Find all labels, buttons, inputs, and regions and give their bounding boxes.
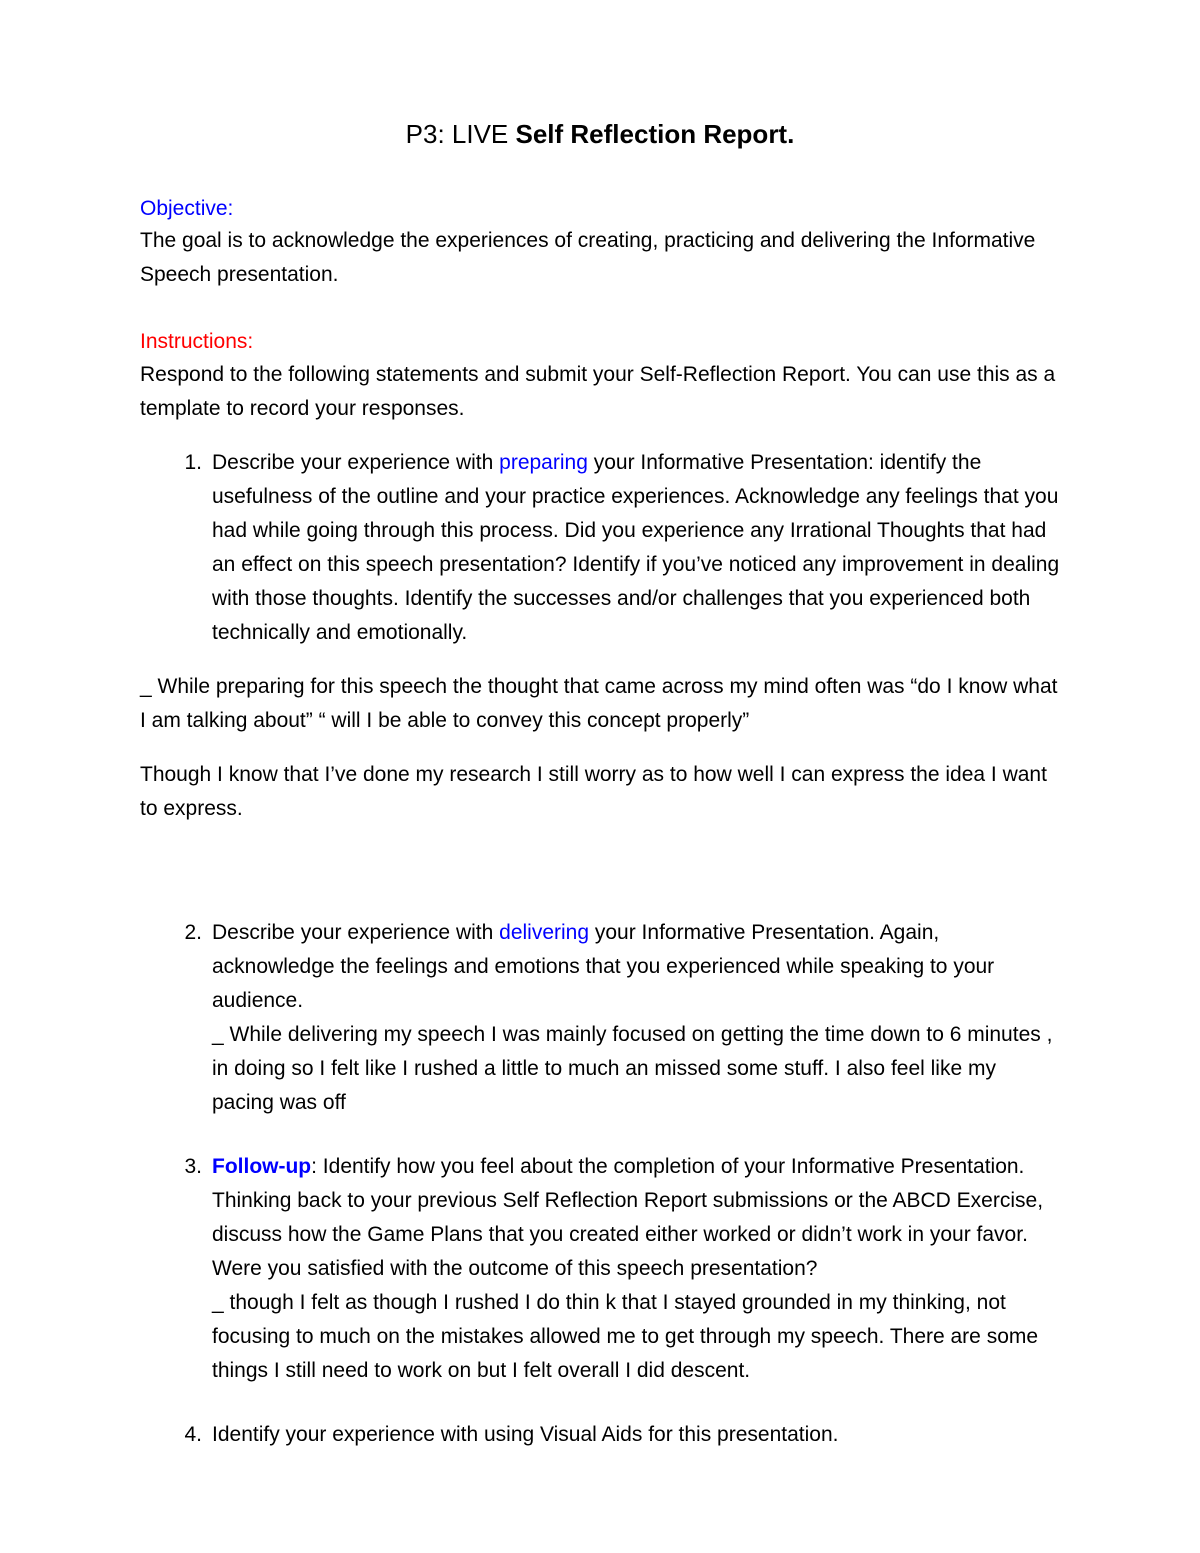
item-number-1: 1. <box>184 450 202 474</box>
page-title <box>140 118 1060 151</box>
list-item <box>184 916 1060 1120</box>
spacer <box>140 292 1060 326</box>
item-3-keyword: Follow-up <box>212 1154 312 1178</box>
questions-list-continued <box>140 916 1060 1452</box>
spacer <box>140 650 1060 670</box>
spacer <box>140 738 1060 758</box>
item-number-3: 3. <box>184 1154 202 1178</box>
objective-text: The goal is to acknowledge the experiences of creating, practicing and delivering the Informative Speech presentation. <box>140 229 1036 287</box>
response-1-paragraph-2: Though I know that I’ve done my research I still worry as to how well I can express the idea I want to express. <box>140 762 1047 820</box>
item-4-prompt-part2: Identify your experience with using Visual Aids for this presentation. <box>212 1422 839 1446</box>
item-1-keyword: preparing <box>499 450 588 474</box>
response-1-paragraph-1: _ While preparing for this speech the thought that came across my mind often was “do I know what I am talking about” “ will I be able to convey this concept properly” <box>140 674 1058 732</box>
item-1-prompt-part2: your Informative Presentation: identify the usefulness of the outline and your practice experiences. Acknowledge any feelings that you had while going through this process. Did you experience any Irrational Thoughts that had an effect on this speech presentation? Identify if you’ve noticed any improvement in dealing with those thoughts. Identify the successes and/or challenges that you experienced both technically and emotionally. <box>212 450 1060 644</box>
instructions-heading: Instructions: <box>140 330 254 354</box>
item-2-keyword: delivering <box>499 920 590 944</box>
list-item <box>184 1418 1060 1452</box>
spacer <box>140 426 1060 446</box>
response-3-text: _ though I felt as though I rushed I do thin k that I stayed grounded in my thinking, not focusing to much on the mistakes allowed me to get through my speech. There are some things I still need to work on but I felt overall I did descent. <box>212 1290 1039 1382</box>
item-2-prompt-part1: Describe your experience with <box>212 920 500 944</box>
title-prefix: P3: LIVE <box>405 119 516 149</box>
list-item <box>184 1150 1060 1388</box>
item-3-prompt-part2: : Identify how you feel about the completion of your Informative Presentation. Thinking back to your previous Self Reflection Report submissions or the ABCD Exercise, discuss how the Game Plans that you created either worked or didn’t work in your favor. Were you satisfied with the outcome of this speech presentation? <box>212 1154 1044 1280</box>
item-2-prompt-part2: your Informative Presentation. Again, acknowledge the feelings and emotions that you experienced while speaking to your audience. <box>212 920 995 1012</box>
spacer <box>140 826 1060 916</box>
questions-list <box>140 446 1060 650</box>
response-2-text: _ While delivering my speech I was mainly focused on getting the time down to 6 minutes , in doing so I felt like I rushed a little to much an missed some stuff. I also feel like my pacing was off <box>212 1022 1053 1114</box>
item-number-4: 4. <box>184 1422 202 1446</box>
item-1-prompt-part1: Describe your experience with <box>212 450 500 474</box>
objective-heading: Objective: <box>140 196 234 220</box>
list-item <box>184 446 1060 650</box>
title-main: Self Reflection Report. <box>515 119 795 149</box>
instructions-text: Respond to the following statements and submit your Self-Reflection Report. You can use this as a template to record your responses. <box>140 362 1056 420</box>
item-number-2: 2. <box>184 920 202 944</box>
